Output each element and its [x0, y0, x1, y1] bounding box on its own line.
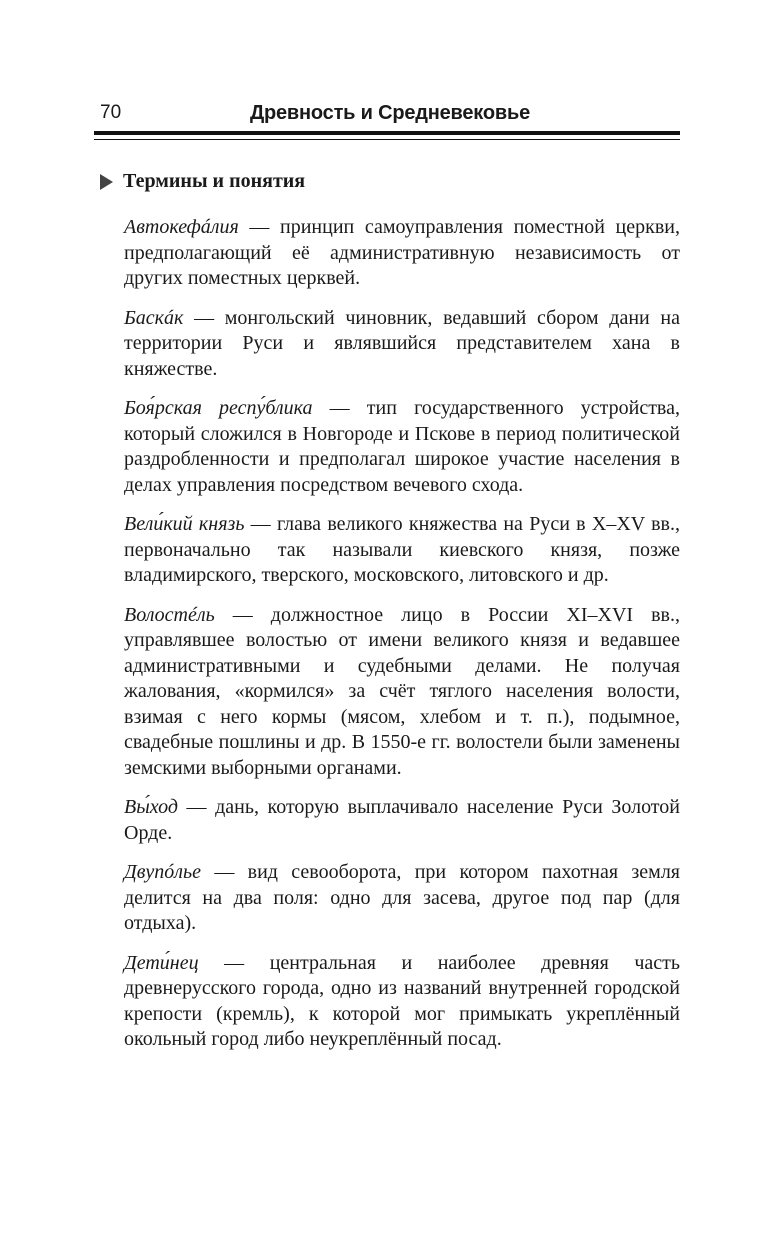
entry-definition: — тип государственного устройства, который сложился в Новгороде и Пскове в период политической раздробленности и предполагал широкое участие населения в делах управления посредством вечевого схода. [124, 397, 680, 496]
entry-definition: — принцип самоуправления поместной церкви, предполагающий её административную независимость от других поместных церквей. [124, 216, 680, 289]
section-heading [100, 170, 305, 193]
entry-term: Боя́рская респу́блика [124, 397, 313, 419]
section-heading-text: Термины и понятия [123, 170, 306, 192]
entry-definition: — должностное лицо в России XI–XVI вв., управлявшее волостью от имени великого князя и ведавшее административными и судебными делами. Не получая жалования, «кормился» за счёт тяглого населения волости, взимая с него кормы (мясом, хлебом и т. п.), подымное, свадебные пошлины и др. В 1550-е гг. волостели были заменены земскими выборными органами. [124, 603, 680, 779]
glossary-entry [124, 951, 680, 1053]
entry-definition: — дань, которую выплачивало население Руси Золотой Орде. [124, 796, 680, 844]
glossary-entry [124, 306, 680, 383]
entry-term: Вы́ход [124, 796, 178, 818]
glossary-entry [124, 860, 680, 937]
entry-definition: — монгольский чиновник, ведавший сбором дани на территории Руси и являвшийся представителем хана в княжестве. [124, 306, 680, 380]
page-header [100, 98, 680, 128]
entry-term: Автокефáлия [124, 216, 239, 238]
glossary-entry [124, 795, 680, 846]
glossary-entry [124, 396, 680, 498]
entry-definition: — глава великого княжества на Руси в X–XV вв., первоначально так называли киевского князя, позже владимирского, тверского, московского, литовского и др. [124, 513, 680, 586]
header-rule-thin [94, 139, 680, 140]
entry-term: Вели́кий князь [124, 513, 245, 535]
running-title: Древность и Средневековье [249, 102, 530, 124]
entry-term: Волостéль [124, 603, 215, 626]
glossary-entry [124, 512, 680, 589]
header-rule-thick [94, 131, 680, 135]
entry-definition: — вид севооборота, при котором пахотная земля делится на два поля: одно для засева, другое под пар (для отдыха). [124, 861, 680, 934]
entry-term: Дети́нец [124, 951, 199, 974]
entry-term: Двупóлье [124, 861, 201, 883]
glossary-entry [124, 215, 680, 292]
triangle-right-icon [100, 174, 113, 190]
glossary-entry [124, 603, 680, 782]
glossary-entries [124, 215, 680, 1067]
page-number: 70 [100, 102, 122, 123]
entry-term: Баскáк [124, 306, 184, 329]
entry-definition: — центральная и наиболее древняя часть древнерусского города, одно из названий внутренней городской крепости (кремль), к которой мог примыкать укреплённый окольный город либо неукреплённый посад. [124, 951, 680, 1050]
